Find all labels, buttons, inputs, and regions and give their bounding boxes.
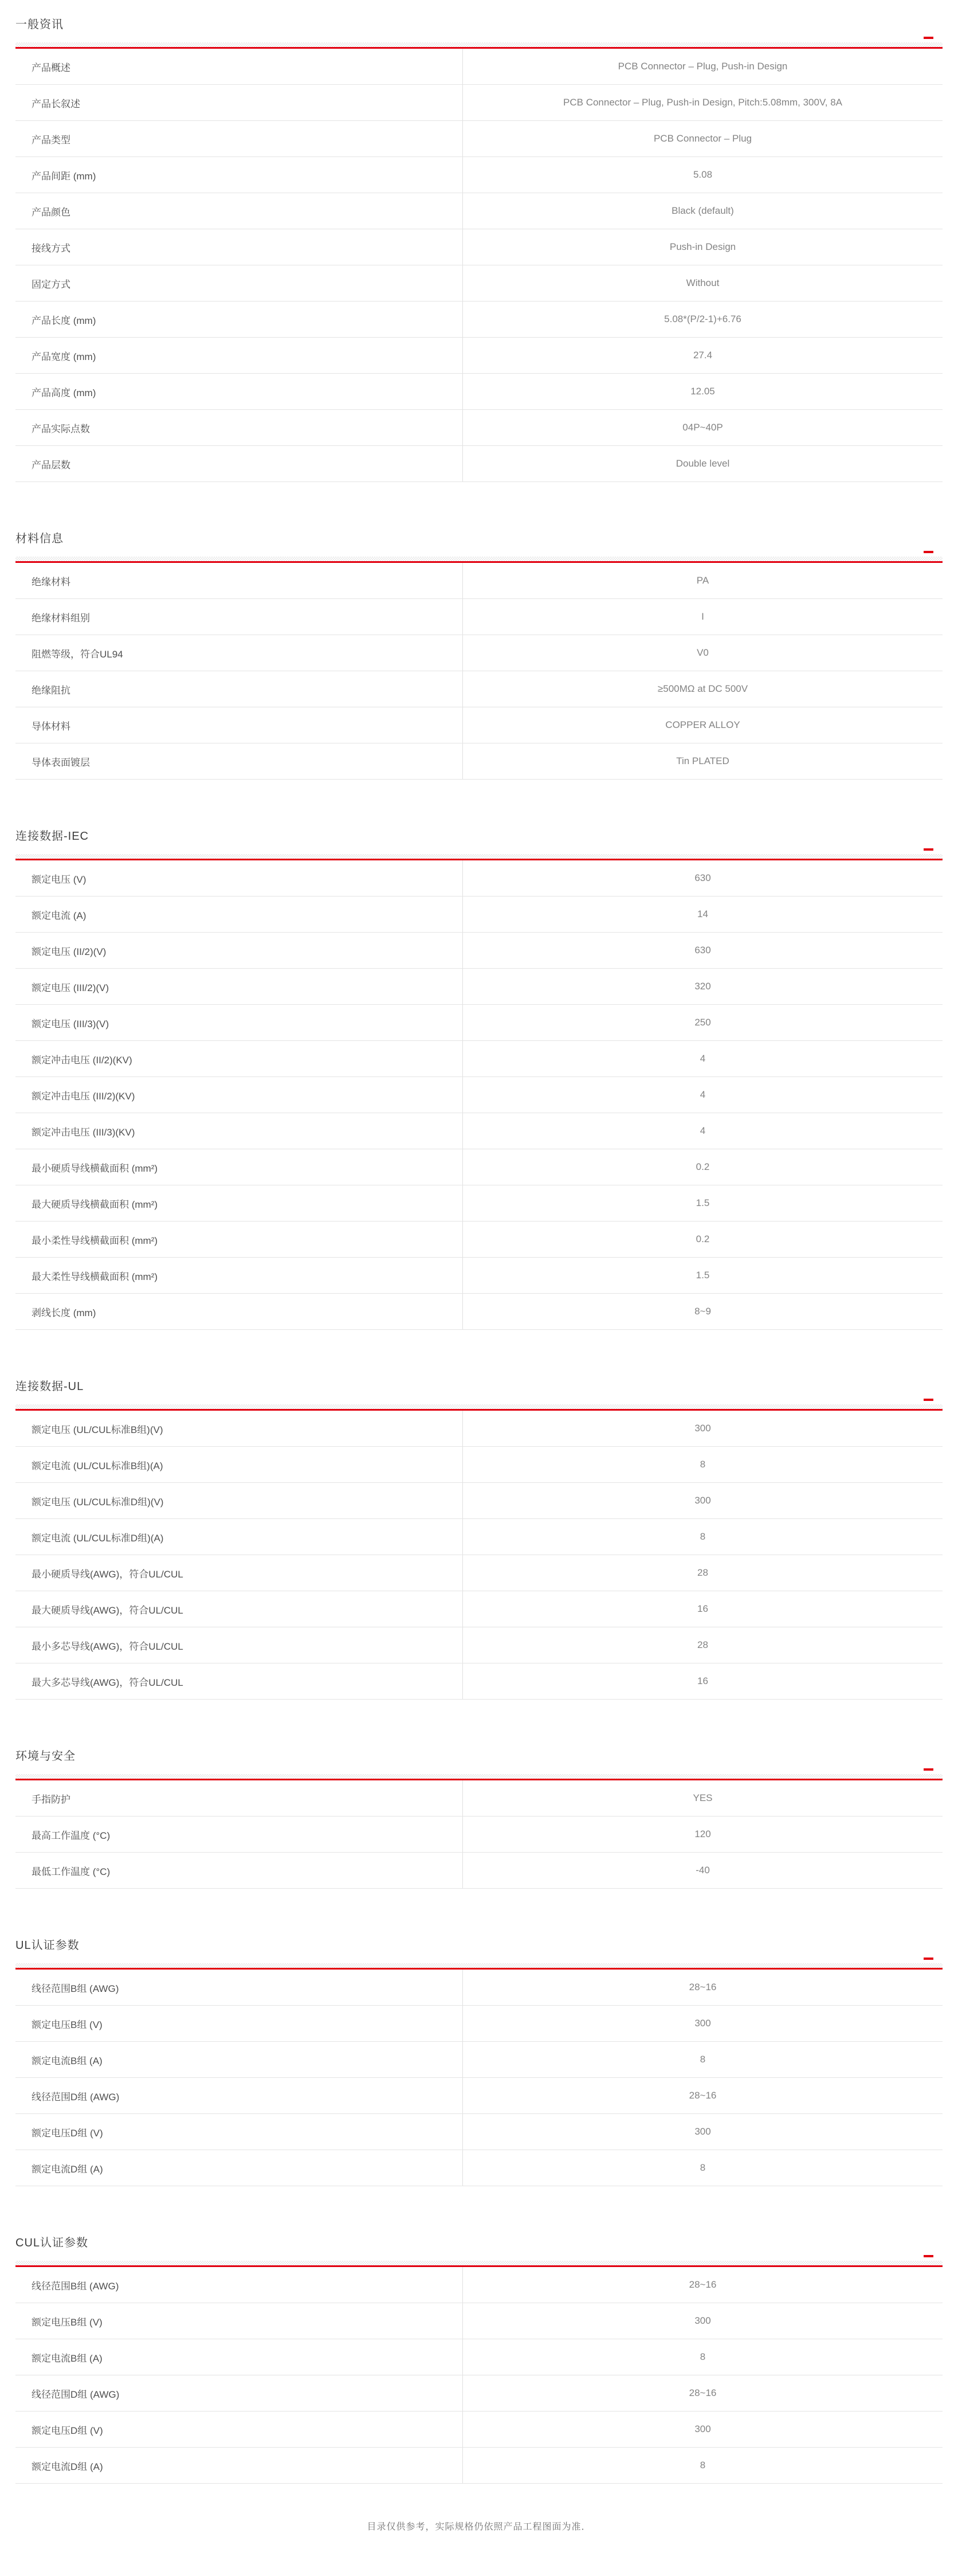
spec-row-value: 8 bbox=[462, 2339, 943, 2375]
spec-section bbox=[15, 527, 943, 780]
spec-row bbox=[15, 1185, 943, 1222]
spec-row-value: 8 bbox=[462, 2448, 943, 2483]
spec-row bbox=[15, 1041, 943, 1077]
spec-row-label: 线径范围B组 (AWG) bbox=[32, 1983, 119, 1994]
spec-row-value: 12.05 bbox=[462, 374, 943, 409]
spec-row bbox=[15, 671, 943, 707]
table-header-band bbox=[15, 1963, 943, 1968]
spec-row-value: 8 bbox=[462, 1447, 943, 1482]
footer-note: 目录仅供参考，实际规格仍依照产品工程图面为准． bbox=[367, 2522, 591, 2532]
spec-row-label: 额定电压 (II/2)(V) bbox=[32, 946, 107, 957]
spec-row bbox=[15, 1294, 943, 1330]
spec-row-value: I bbox=[462, 599, 943, 635]
spec-row-value: YES bbox=[462, 1780, 943, 1816]
spec-row-label: 最大硬质导线(AWG)，符合UL/CUL bbox=[32, 1604, 183, 1616]
spec-row bbox=[15, 2267, 943, 2303]
spec-row-value: 28~16 bbox=[462, 2267, 943, 2303]
spec-row bbox=[15, 2411, 943, 2448]
spec-row-value: 16 bbox=[462, 1663, 943, 1699]
spec-row bbox=[15, 896, 943, 933]
spec-row bbox=[15, 1222, 943, 1258]
rows-host bbox=[15, 1970, 943, 2186]
spec-row-value: 1.5 bbox=[462, 1258, 943, 1293]
spec-row bbox=[15, 1447, 943, 1483]
spec-row-value: 320 bbox=[462, 969, 943, 1004]
spec-row-label: 最大柔性导线横截面积 (mm²) bbox=[32, 1271, 158, 1282]
spec-row bbox=[15, 933, 943, 969]
section-header bbox=[15, 1375, 943, 1404]
section-header bbox=[15, 824, 943, 854]
spec-row-value: 04P~40P bbox=[462, 410, 943, 445]
spec-row-value: PCB Connector – Plug, Push-in Design, Pitch:5.08mm, 300V, 8A bbox=[462, 85, 943, 120]
table-header-band bbox=[15, 1404, 943, 1409]
spec-row-label: 额定电压 (III/2)(V) bbox=[32, 982, 109, 993]
spec-row-label: 最低工作温度 (°C) bbox=[32, 1866, 111, 1877]
spec-row bbox=[15, 49, 943, 85]
spec-row-label: 额定电流 (UL/CUL标准D组)(A) bbox=[32, 1532, 164, 1544]
rows-host bbox=[15, 2267, 943, 2484]
spec-row-label: 额定电流 (UL/CUL标准B组)(A) bbox=[32, 1460, 163, 1471]
spec-row-value: 300 bbox=[462, 2411, 943, 2447]
spec-row-label: 最小硬质导线(AWG)，符合UL/CUL bbox=[32, 1568, 183, 1580]
spec-row bbox=[15, 1780, 943, 1816]
spec-row-label: 产品高度 (mm) bbox=[32, 387, 96, 398]
spec-row bbox=[15, 707, 943, 743]
spec-row bbox=[15, 2078, 943, 2114]
spec-row bbox=[15, 2150, 943, 2186]
spec-row-label: 产品类型 bbox=[32, 134, 70, 146]
spec-row-value: Double level bbox=[462, 446, 943, 481]
spec-row bbox=[15, 1483, 943, 1519]
section-title: 连接数据-UL bbox=[15, 1380, 84, 1393]
spec-row bbox=[15, 1077, 943, 1113]
spec-row-value: 120 bbox=[462, 1816, 943, 1852]
spec-row-label: 产品间距 (mm) bbox=[32, 170, 96, 182]
spec-row bbox=[15, 1555, 943, 1591]
spec-row-value: 250 bbox=[462, 1005, 943, 1040]
spec-row-value: 1.5 bbox=[462, 1185, 943, 1221]
spec-row bbox=[15, 410, 943, 446]
spec-row-value: 28~16 bbox=[462, 1970, 943, 2005]
spec-row bbox=[15, 302, 943, 338]
spec-row bbox=[15, 1853, 943, 1889]
section-header bbox=[15, 2231, 943, 2261]
spec-section bbox=[15, 1744, 943, 1889]
spec-row-label: 额定电压 (V) bbox=[32, 874, 87, 885]
spec-row-value: 300 bbox=[462, 2114, 943, 2150]
spec-row-label: 导体材料 bbox=[32, 721, 70, 732]
spec-row bbox=[15, 193, 943, 229]
spec-section bbox=[15, 13, 943, 482]
spec-row-label: 产品颜色 bbox=[32, 206, 70, 218]
spec-section bbox=[15, 1933, 943, 2186]
section-title: 连接数据-IEC bbox=[15, 830, 89, 843]
spec-row-value: Without bbox=[462, 265, 943, 301]
collapse-minus-icon[interactable] bbox=[924, 551, 933, 553]
spec-row-value: 14 bbox=[462, 896, 943, 932]
section-title: UL认证参数 bbox=[15, 1939, 80, 1952]
spec-row bbox=[15, 2448, 943, 2484]
spec-row-label: 额定电流D组 (A) bbox=[32, 2461, 103, 2472]
spec-row bbox=[15, 121, 943, 157]
rows-host bbox=[15, 860, 943, 1330]
spec-section bbox=[15, 2231, 943, 2484]
spec-row bbox=[15, 1411, 943, 1447]
spec-row bbox=[15, 157, 943, 193]
spec-row-value: COPPER ALLOY bbox=[462, 707, 943, 743]
spec-section bbox=[15, 1375, 943, 1700]
spec-row-label: 最小硬质导线横截面积 (mm²) bbox=[32, 1162, 158, 1174]
spec-row-label: 绝缘材料 bbox=[32, 576, 70, 588]
rows-host bbox=[15, 1780, 943, 1889]
spec-row bbox=[15, 969, 943, 1005]
spec-row bbox=[15, 2339, 943, 2375]
section-header bbox=[15, 1933, 943, 1963]
spec-row bbox=[15, 338, 943, 374]
spec-row-label: 最大硬质导线横截面积 (mm²) bbox=[32, 1199, 158, 1210]
spec-row-value: 630 bbox=[462, 933, 943, 968]
spec-row bbox=[15, 635, 943, 671]
spec-row-value: PCB Connector – Plug bbox=[462, 121, 943, 156]
spec-row-value: ≥500MΩ at DC 500V bbox=[462, 671, 943, 707]
collapse-minus-icon[interactable] bbox=[924, 1399, 933, 1401]
spec-row bbox=[15, 446, 943, 482]
spec-row-value: PA bbox=[462, 563, 943, 598]
spec-row-label: 额定电流B组 (A) bbox=[32, 2055, 103, 2066]
spec-row bbox=[15, 1519, 943, 1555]
spec-row-value: Push-in Design bbox=[462, 229, 943, 265]
spec-row-value: 300 bbox=[462, 1411, 943, 1446]
spec-row-label: 最高工作温度 (°C) bbox=[32, 1830, 111, 1841]
collapse-minus-icon[interactable] bbox=[924, 1768, 933, 1771]
spec-row-label: 额定电压 (III/3)(V) bbox=[32, 1018, 109, 1029]
spec-row-label: 额定电压B组 (V) bbox=[32, 2019, 103, 2030]
spec-row-value: 27.4 bbox=[462, 338, 943, 373]
main-content bbox=[0, 13, 958, 2567]
section-title: 环境与安全 bbox=[15, 1750, 76, 1763]
spec-row bbox=[15, 2042, 943, 2078]
spec-row-label: 额定电压D组 (V) bbox=[32, 2127, 103, 2139]
section-title: 材料信息 bbox=[15, 533, 64, 545]
collapse-minus-icon[interactable] bbox=[924, 1958, 933, 1960]
section-header bbox=[15, 527, 943, 557]
rows-host bbox=[15, 563, 943, 780]
spec-row-label: 产品实际点数 bbox=[32, 423, 90, 434]
spec-row bbox=[15, 85, 943, 121]
rows-host bbox=[15, 1411, 943, 1700]
spec-row-label: 产品长度 (mm) bbox=[32, 315, 96, 326]
spec-row-value: -40 bbox=[462, 1853, 943, 1888]
spec-row-value: 300 bbox=[462, 2303, 943, 2339]
spec-row-label: 绝缘材料组别 bbox=[32, 612, 90, 624]
spec-row-value: PCB Connector – Plug, Push-in Design bbox=[462, 49, 943, 84]
spec-row bbox=[15, 599, 943, 635]
spec-row-label: 固定方式 bbox=[32, 279, 70, 290]
spec-row-label: 线径范围D组 (AWG) bbox=[32, 2389, 120, 2400]
section-header bbox=[15, 1744, 943, 1774]
spec-row-label: 额定电流 (A) bbox=[32, 910, 87, 921]
spec-row-value: 0.2 bbox=[462, 1149, 943, 1185]
spec-row-label: 手指防护 bbox=[32, 1794, 70, 1805]
spec-row-value: 8~9 bbox=[462, 1294, 943, 1329]
table-header-band bbox=[15, 42, 943, 47]
spec-row-value: 630 bbox=[462, 860, 943, 896]
spec-row bbox=[15, 265, 943, 302]
spec-row bbox=[15, 1005, 943, 1041]
table-header-band bbox=[15, 557, 943, 561]
spec-row bbox=[15, 860, 943, 896]
spec-row bbox=[15, 1258, 943, 1294]
spec-row-label: 产品宽度 (mm) bbox=[32, 351, 96, 362]
spec-row-label: 线径范围D组 (AWG) bbox=[32, 2091, 120, 2103]
collapse-minus-icon[interactable] bbox=[924, 37, 933, 39]
spec-row-label: 剥线长度 (mm) bbox=[32, 1307, 96, 1318]
collapse-minus-icon[interactable] bbox=[924, 2255, 933, 2257]
spec-row bbox=[15, 229, 943, 265]
collapse-minus-icon[interactable] bbox=[924, 848, 933, 851]
spec-row-value: 8 bbox=[462, 1519, 943, 1555]
spec-row-value: 8 bbox=[462, 2150, 943, 2186]
spec-row-value: 300 bbox=[462, 2006, 943, 2041]
spec-row-value: 4 bbox=[462, 1113, 943, 1149]
spec-row-value: 0.2 bbox=[462, 1222, 943, 1257]
spec-row-label: 产品概述 bbox=[32, 62, 70, 73]
spec-row-value: 28~16 bbox=[462, 2078, 943, 2113]
spec-row-value: 300 bbox=[462, 1483, 943, 1518]
spec-row bbox=[15, 1113, 943, 1149]
spec-row bbox=[15, 1627, 943, 1663]
spec-row-value: 4 bbox=[462, 1041, 943, 1076]
spec-row-label: 额定冲击电压 (II/2)(KV) bbox=[32, 1054, 132, 1066]
spec-row-label: 额定电压D组 (V) bbox=[32, 2425, 103, 2436]
spec-row-label: 最小多芯导线(AWG)，符合UL/CUL bbox=[32, 1641, 183, 1652]
spec-row-value: 4 bbox=[462, 1077, 943, 1113]
rows-host bbox=[15, 49, 943, 482]
spec-row-label: 产品层数 bbox=[32, 459, 70, 471]
spec-row-value: 16 bbox=[462, 1591, 943, 1627]
spec-row-label: 额定电流D组 (A) bbox=[32, 2163, 103, 2175]
spec-row-label: 额定冲击电压 (III/2)(KV) bbox=[32, 1090, 135, 1102]
spec-row-label: 产品长叙述 bbox=[32, 98, 80, 109]
spec-row-label: 额定电压 (UL/CUL标准D组)(V) bbox=[32, 1496, 164, 1508]
table-header-band bbox=[15, 1774, 943, 1779]
spec-row-label: 阻燃等级，符合UL94 bbox=[32, 648, 123, 660]
spec-row-value: 5.08*(P/2-1)+6.76 bbox=[462, 302, 943, 337]
spec-row-value: Tin PLATED bbox=[462, 743, 943, 779]
spec-row bbox=[15, 563, 943, 599]
sections-host bbox=[15, 13, 943, 2484]
spec-row bbox=[15, 743, 943, 780]
spec-row bbox=[15, 2303, 943, 2339]
spec-row-label: 绝缘阻抗 bbox=[32, 684, 70, 696]
spec-row bbox=[15, 374, 943, 410]
section-title: CUL认证参数 bbox=[15, 2237, 89, 2249]
spec-row bbox=[15, 2006, 943, 2042]
spec-row-label: 额定冲击电压 (III/3)(KV) bbox=[32, 1126, 135, 1138]
spec-row-label: 额定电压B组 (V) bbox=[32, 2316, 103, 2328]
spec-row-label: 额定电流B组 (A) bbox=[32, 2352, 103, 2364]
section-title: 一般资讯 bbox=[15, 18, 64, 31]
spec-row-value: 28 bbox=[462, 1555, 943, 1591]
section-header bbox=[15, 13, 943, 42]
spec-row-value: 8 bbox=[462, 2042, 943, 2077]
spec-row-value: V0 bbox=[462, 635, 943, 671]
spec-row-label: 导体表面镀层 bbox=[32, 757, 90, 768]
spec-section bbox=[15, 824, 943, 1330]
spec-row-value: 28 bbox=[462, 1627, 943, 1663]
spec-row bbox=[15, 1663, 943, 1700]
spec-row-value: 5.08 bbox=[462, 157, 943, 193]
table-header-band bbox=[15, 2261, 943, 2265]
spec-row-label: 线径范围B组 (AWG) bbox=[32, 2280, 119, 2292]
spec-row bbox=[15, 2114, 943, 2150]
spec-row bbox=[15, 1816, 943, 1853]
spec-row bbox=[15, 1970, 943, 2006]
spec-row bbox=[15, 1591, 943, 1627]
spec-row-value: 28~16 bbox=[462, 2375, 943, 2411]
spec-row bbox=[15, 1149, 943, 1185]
spec-row-label: 最大多芯导线(AWG)，符合UL/CUL bbox=[32, 1677, 183, 1688]
spec-row-value: Black (default) bbox=[462, 193, 943, 229]
spec-row-label: 最小柔性导线横截面积 (mm²) bbox=[32, 1235, 158, 1246]
table-header-band bbox=[15, 854, 943, 859]
spec-row bbox=[15, 2375, 943, 2411]
spec-row-label: 额定电压 (UL/CUL标准B组)(V) bbox=[32, 1424, 163, 1435]
spec-row-label: 接线方式 bbox=[32, 242, 70, 254]
